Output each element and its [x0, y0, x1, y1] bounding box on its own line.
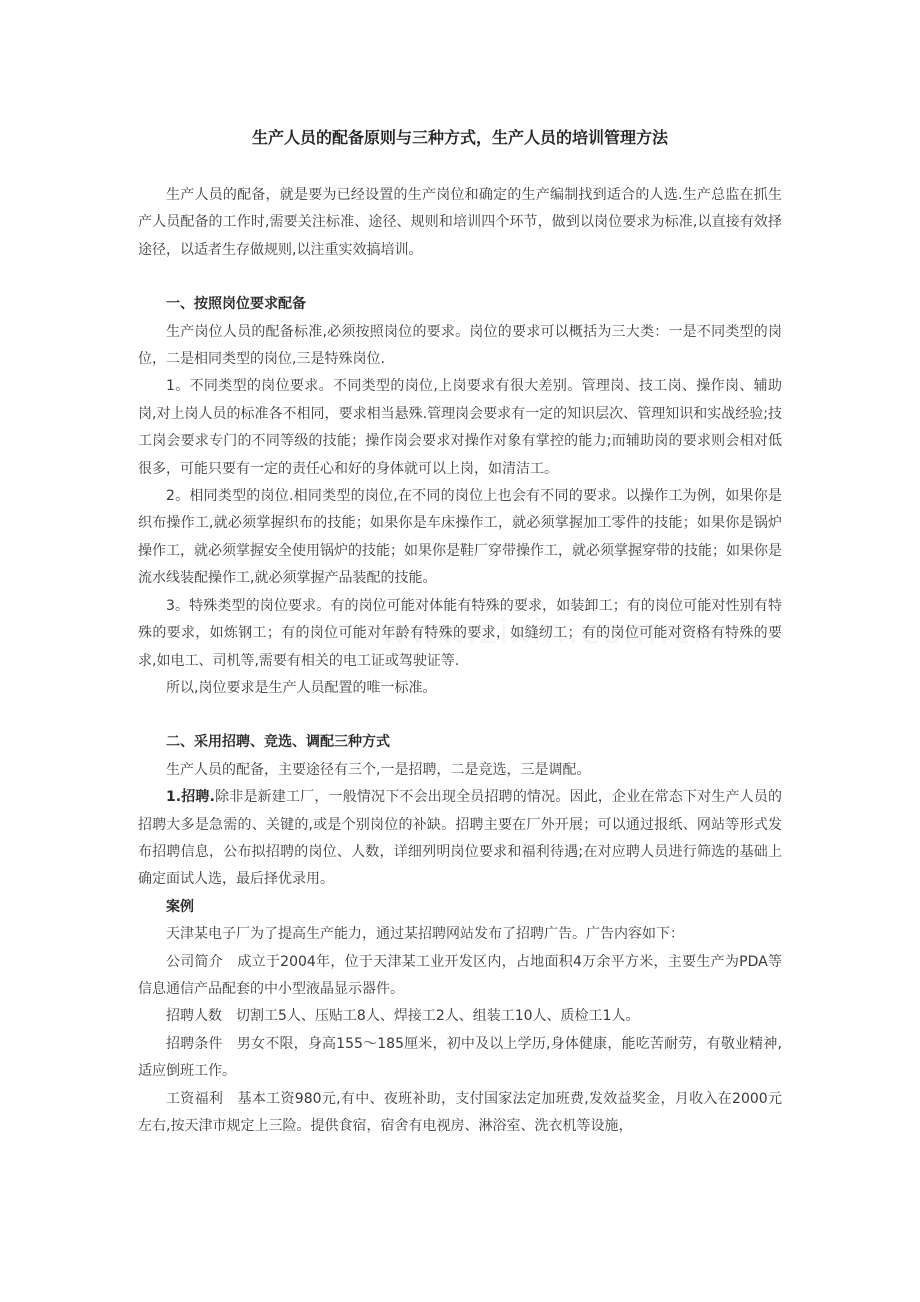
- case-label: 案例: [166, 898, 194, 915]
- section1-paragraph-2: 1。不同类型的岗位要求。不同类型的岗位,上岗要求有很大差别。管理岗、技工岗、操作岗、辅助岗,对上岗人员的标准各不相同，要求相当悬殊.管理岗会要求有一定的知识层次、管理知识和实战经验;技工岗会要求专门的不同等级的技能；操作岗会要求对操作对象有掌控的能力;而辅助岗的要求则会相对低很多，可能只要有一定的责任心和好的身体就可以上岗，如清洁工。: [138, 378, 782, 477]
- intro-paragraph: 生产人员的配备，就是要为已经设置的生产岗位和确定的生产编制找到适合的人选.生产总监在抓生产人员配备的工作时,需要关注标准、途径、规则和培训四个环节，做到以岗位要求为标准,以直接有效择途径，以适者生存做规则,以注重实效搞培训。: [138, 187, 782, 258]
- recruitment-text: 除非是新建工厂，一般情况下不会出现全员招聘的情况。因此，企业在常态下对生产人员的招聘大多是急需的、关键的,或是个别岗位的补缺。招聘主要在厂外开展；可以通过报纸、网站等形式发布招聘信息，公布拟招聘的岗位、人数，详细列明岗位要求和福利待遇;在对应聘人员进行筛选的基础上确定面试人选，最后择优录用。: [138, 789, 782, 888]
- section1-paragraph-4: 3。特殊类型的岗位要求。有的岗位可能对体能有特殊的要求，如装卸工；有的岗位可能对性别有特殊的要求，如炼钢工；有的岗位可能对年龄有特殊的要求，如缝纫工；有的岗位可能对资格有特殊的要求,如电工、司机等,需要有相关的电工证或驾驶证等.: [138, 597, 782, 669]
- case-positions: 招聘人数 切割工5人、压贴工8人、焊接工2人、组装工10人、质检工1人。: [166, 1008, 640, 1025]
- section2-heading: 二、采用招聘、竞选、调配三种方式: [166, 734, 390, 751]
- case-conditions: 招聘条件 男女不限，身高155～185厘米，初中及以上学历,身体健康，能吃苦耐劳，有敬业精神,适应倒班工作。: [138, 1035, 782, 1080]
- section2-paragraph-1: 生产人员的配备，主要途径有三个,一是招聘，二是竞选，三是调配。: [166, 761, 591, 778]
- document-title: 生产人员的配备原则与三种方式，生产人员的培训管理方法: [251, 128, 668, 147]
- case-company: 公司简介 成立于2004年，位于天津某工业开发区内，占地面积4万余平方米，主要生产为PDA等信息通信产品配套的中小型液晶显示器件。: [138, 953, 782, 997]
- recruitment-label: 1.招聘.: [166, 789, 215, 806]
- section1-paragraph-3: 2。相同类型的岗位.相同类型的岗位,在不同的岗位上也会有不同的要求。以操作工为例，如果你是织布操作工,就必须掌握织布的技能；如果你是车床操作工，就必须掌握加工零件的技能；如果你是锅炉操作工，就必须掌握安全使用锅炉的技能；如果你是鞋厂穿带操作工，就必须掌握穿带的技能；如果你是流水线装配操作工,就必须掌握产品装配的技能。: [138, 488, 782, 587]
- section-gap: [138, 264, 782, 291]
- section1-paragraph-5: 所以,岗位要求是生产人员配置的唯一标准。: [166, 679, 437, 696]
- case-intro: 天津某电子厂为了提高生产能力，通过某招聘网站发布了招聘广告。广告内容如下：: [166, 926, 684, 943]
- section1-heading: 一、按照岗位要求配备: [166, 296, 306, 313]
- case-benefits: 工资福利 基本工资980元,有中、夜班补助，支付国家法定加班费,发效益奖金，月收入在2000元左右,按天津市规定上三险。提供食宿，宿舍有电视房、淋浴室、洗衣机等设施，: [138, 1090, 782, 1134]
- section2-paragraph-2: [138, 784, 782, 894]
- section-gap: [138, 702, 782, 729]
- section1-paragraph-1: 生产岗位人员的配备标准,必须按照岗位的要求。岗位的要求可以概括为三大类：一是不同类型的岗位，二是相同类型的岗位,三是特殊岗位.: [138, 323, 782, 368]
